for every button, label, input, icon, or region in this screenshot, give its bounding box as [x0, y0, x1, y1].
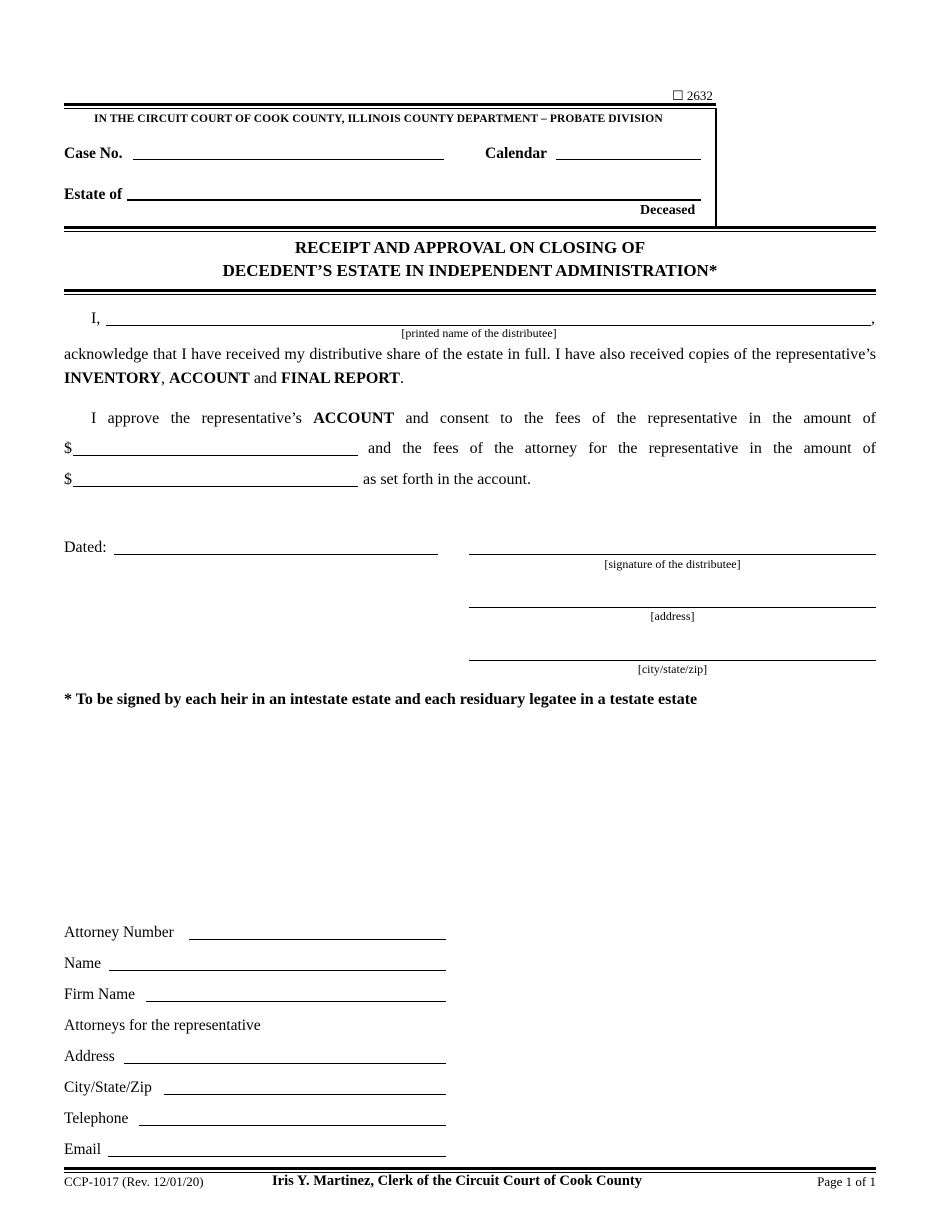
address-field[interactable]	[469, 607, 876, 608]
city-state-zip-label: City/State/Zip	[64, 1079, 152, 1096]
attorney-number-field[interactable]	[189, 939, 446, 940]
final-report-term: FINAL REPORT	[280, 370, 400, 387]
acknowledgment-paragraph	[64, 343, 876, 391]
approve-text: I approve the representative’s	[91, 410, 314, 427]
ack-text: acknowledge that I have received my distributive share of the estate in full. I have also received copies of the representative’s	[64, 346, 876, 363]
name-label: Name	[64, 955, 102, 972]
form-code: CCP-1017 (Rev. 12/01/20)	[64, 1174, 204, 1189]
telephone-label: Telephone	[64, 1110, 129, 1127]
form-number	[672, 88, 713, 104]
ack-end: .	[399, 370, 404, 387]
title-bottom-rule-thick	[64, 289, 876, 292]
attorney-fee-text: and the fees of the attorney for the representative in the amount of	[368, 440, 876, 457]
attorneys-for-label: Attorneys for the representative	[64, 1017, 261, 1034]
header-right-border	[715, 108, 717, 227]
signature-field[interactable]	[469, 554, 876, 555]
representative-fee-field[interactable]	[73, 455, 358, 456]
approve-account-term: ACCOUNT	[313, 410, 395, 427]
title-top-rule-thick	[64, 226, 876, 229]
calendar-field[interactable]	[556, 159, 701, 160]
city-state-zip-caption: [city/state/zip]	[637, 662, 708, 676]
i-label: I,	[91, 310, 101, 327]
as-set-forth-text: as set forth in the account.	[363, 471, 531, 488]
dated-label: Dated:	[64, 539, 107, 556]
attorney-address-field[interactable]	[124, 1063, 446, 1064]
page-number: Page 1 of 1	[817, 1174, 876, 1189]
city-state-zip-field[interactable]	[469, 660, 876, 661]
ack-and: and	[249, 370, 281, 387]
name-field[interactable]	[109, 970, 446, 971]
case-no-label: Case No.	[64, 145, 123, 162]
ack-sep: ,	[160, 370, 169, 387]
clerk-name: Iris Y. Martinez, Clerk of the Circuit Court of Cook County	[272, 1173, 642, 1189]
atty-fee-dollar: $	[64, 471, 72, 488]
attorney-fee-field[interactable]	[73, 486, 358, 487]
estate-of-field[interactable]	[127, 199, 701, 201]
header-top-rule-thick	[64, 103, 716, 106]
deceased-label: Deceased	[640, 203, 696, 218]
address-caption: [address]	[650, 609, 695, 623]
form-title-line1: RECEIPT AND APPROVAL ON CLOSING OF	[294, 238, 646, 257]
form-title-line2: DECEDENT’S ESTATE IN INDEPENDENT ADMINISTRATION*	[222, 261, 718, 280]
form-number-value: 2632	[686, 88, 713, 103]
approve-text-b: and consent to the fees of the representative in the amount of	[394, 410, 876, 427]
estate-of-label: Estate of	[64, 186, 123, 203]
telephone-field[interactable]	[139, 1125, 446, 1126]
address-label: Address	[64, 1048, 115, 1065]
court-line: IN THE CIRCUIT COURT OF COOK COUNTY, ILLINOIS COUNTY DEPARTMENT – PROBATE DIVISION	[94, 113, 663, 125]
account-term: ACCOUNT	[168, 370, 250, 387]
firm-name-label: Firm Name	[64, 986, 136, 1003]
footnote: * To be signed by each heir in an intestate estate and each residuary legatee in a testate estate	[64, 691, 698, 708]
attorney-city-field[interactable]	[164, 1094, 446, 1095]
name-comma: ,	[871, 310, 875, 327]
calendar-label: Calendar	[485, 145, 547, 162]
signature-caption: [signature of the distributee]	[604, 557, 741, 571]
printed-name-caption: [printed name of the distributee]	[401, 326, 557, 340]
firm-name-field[interactable]	[146, 1001, 446, 1002]
header-top-rule-thin	[64, 108, 716, 109]
title-top-rule-thin	[64, 231, 876, 232]
checkbox-icon[interactable]: ☐	[672, 88, 684, 103]
dated-field[interactable]	[114, 554, 438, 555]
title-bottom-rule-thin	[64, 294, 876, 295]
inventory-term: INVENTORY	[64, 370, 161, 387]
footer-rule-thick	[64, 1167, 876, 1170]
attorney-number-label: Attorney Number	[64, 924, 174, 941]
case-no-field[interactable]	[133, 159, 444, 160]
email-label: Email	[64, 1141, 102, 1158]
rep-fee-dollar: $	[64, 440, 72, 457]
approval-line-1	[91, 407, 876, 431]
email-field[interactable]	[108, 1156, 446, 1157]
